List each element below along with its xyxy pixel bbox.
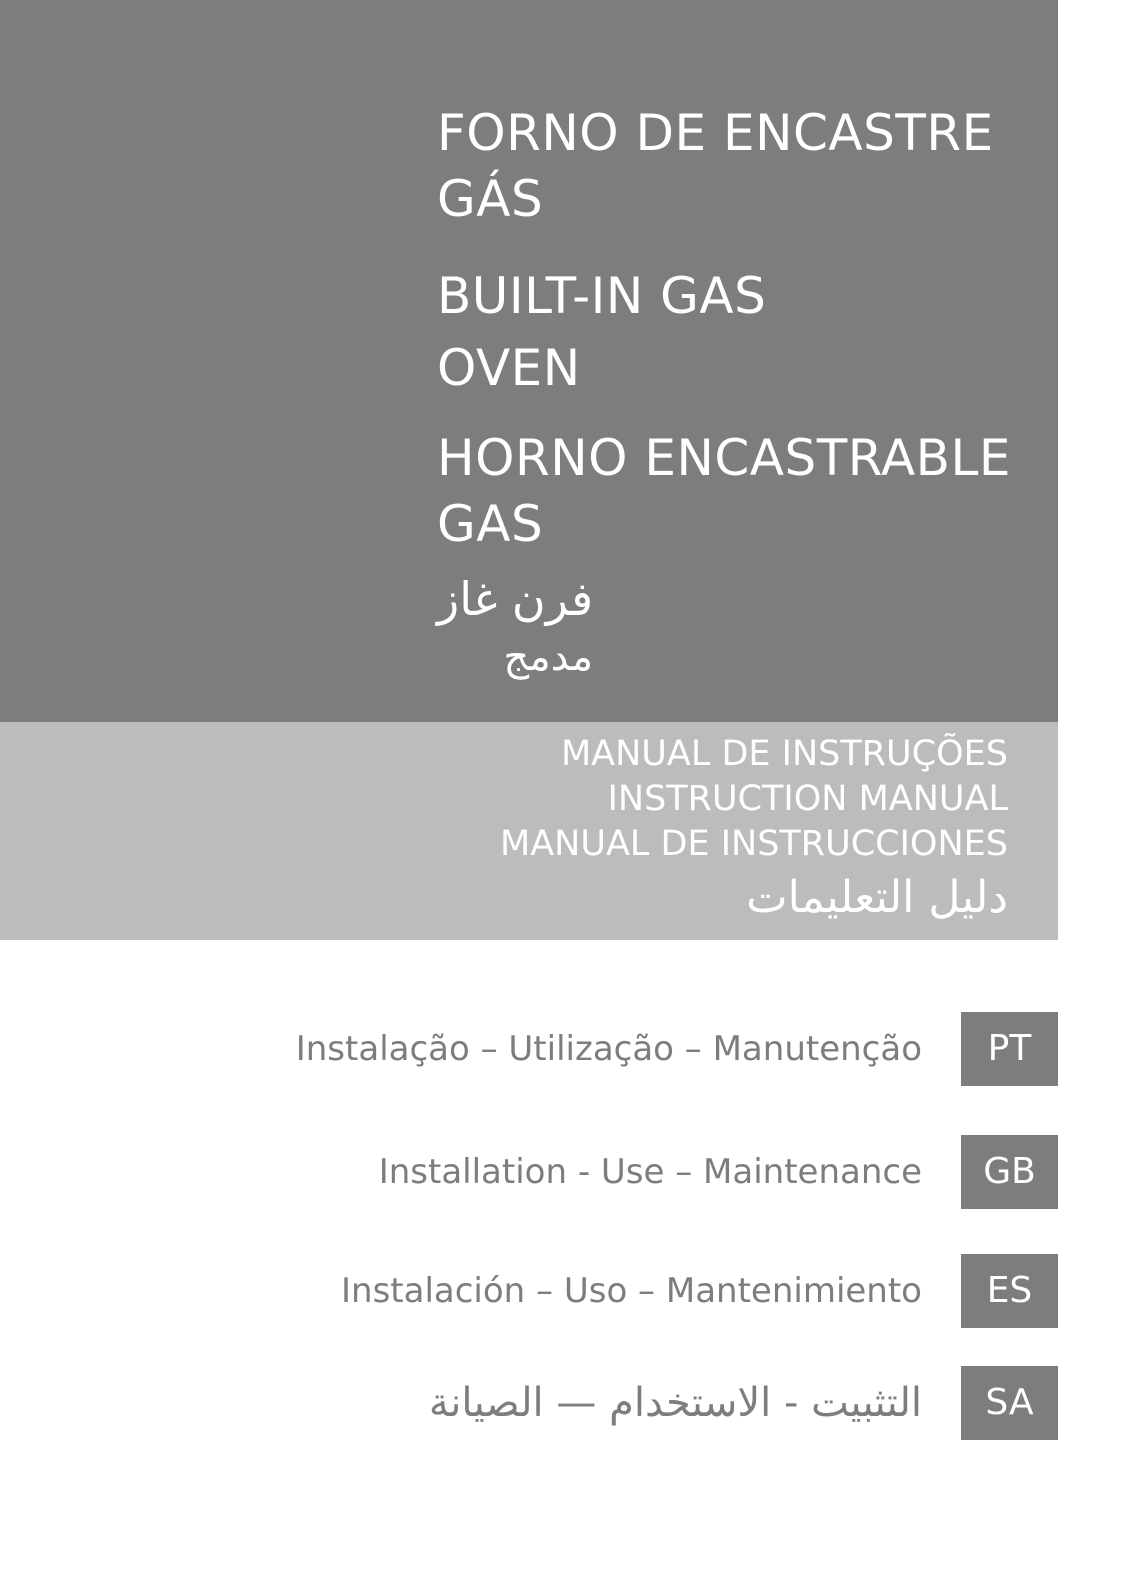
- manual-titles: [500, 732, 1008, 929]
- title-pt-line-2: GÁS: [437, 170, 544, 228]
- language-description: Installation - Use – Maintenance: [378, 1152, 922, 1192]
- title-gb-line-2: OVEN: [437, 339, 581, 397]
- title-es-line-1: HORNO ENCASTRABLE: [437, 429, 1011, 487]
- language-description: Instalação – Utilização – Manutenção: [295, 1029, 922, 1069]
- language-section-gb: [0, 1135, 1058, 1209]
- title-es-line-2: GAS: [437, 495, 544, 553]
- language-section-sa: [0, 1366, 1058, 1440]
- language-section-es: [0, 1254, 1058, 1328]
- title-arabic: [437, 570, 593, 686]
- title-pt-line-1: FORNO DE ENCASTRE: [437, 104, 994, 162]
- manual-title-es: MANUAL DE INSTRUCCIONES: [500, 824, 1008, 864]
- language-code-badge: ES: [961, 1254, 1058, 1328]
- language-code-badge: SA: [961, 1366, 1058, 1440]
- cover-title-block: [0, 0, 1058, 722]
- title-portuguese: [437, 100, 994, 232]
- language-section-pt: [0, 1012, 1058, 1086]
- title-sa-line-2: مدمج: [503, 634, 594, 680]
- language-code-badge: PT: [961, 1012, 1058, 1086]
- manual-title-sa: دليل التعليمات: [746, 872, 1008, 923]
- language-code-badge: GB: [961, 1135, 1058, 1209]
- title-spanish: [437, 425, 1011, 557]
- title-english: [437, 260, 766, 404]
- title-sa-line-1: فرن غاز: [437, 572, 594, 626]
- instruction-manual-banner: [0, 722, 1058, 940]
- language-description: Instalación – Uso – Mantenimiento: [341, 1271, 922, 1311]
- title-gb-line-1: BUILT-IN GAS: [437, 267, 767, 325]
- language-description: التثبيت - الاستخدام — الصيانة: [428, 1380, 922, 1426]
- manual-title-pt: MANUAL DE INSTRUÇÕES: [560, 734, 1008, 774]
- manual-title-gb: INSTRUCTION MANUAL: [607, 779, 1008, 819]
